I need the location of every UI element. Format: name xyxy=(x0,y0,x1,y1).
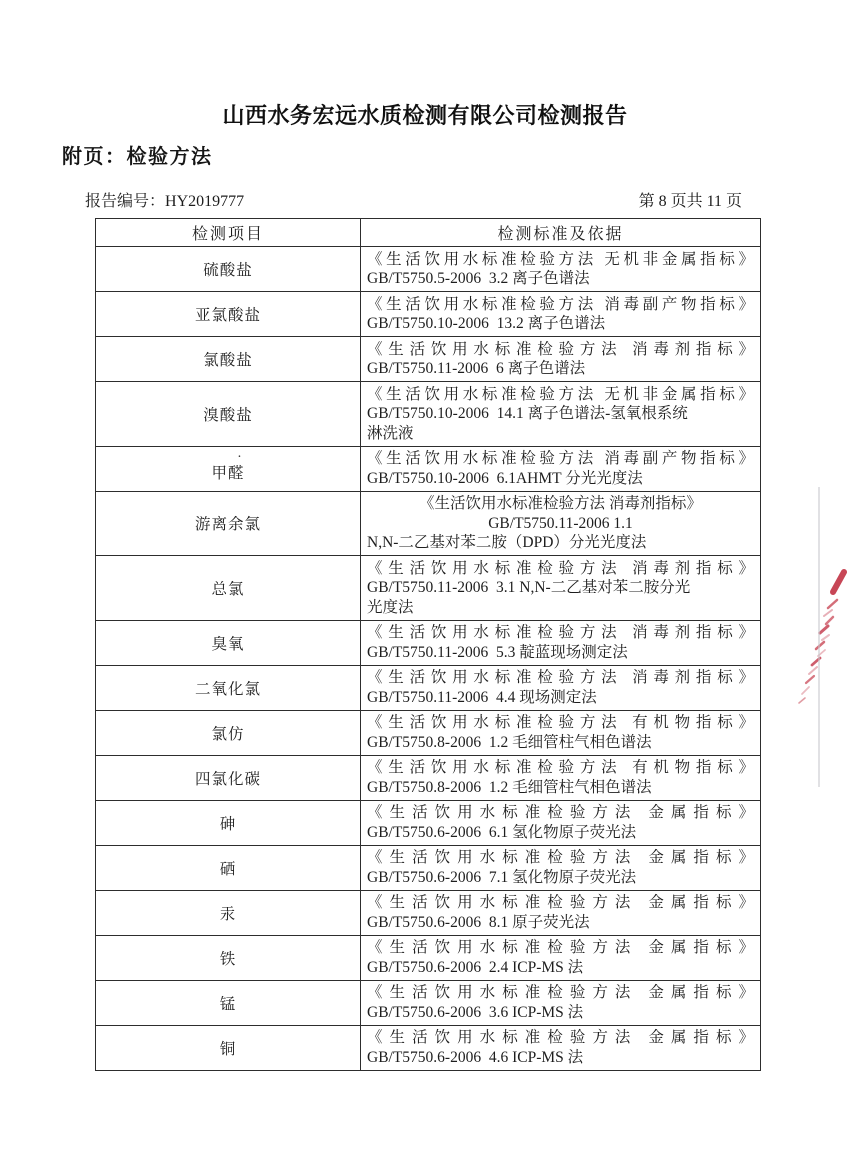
item-cell xyxy=(96,247,361,292)
method-line: GB/T5750.6-2006 8.1 原子荧光法 xyxy=(367,913,590,931)
method-cell xyxy=(361,292,761,337)
item-cell xyxy=(96,935,361,980)
method-line: GB/T5750.8-2006 1.2 毛细管柱气相色谱法 xyxy=(367,733,652,751)
table-row xyxy=(96,935,761,980)
method-cell xyxy=(361,890,761,935)
column-header-item: 检测项目 xyxy=(96,219,361,247)
method-line: 《生活饮用水标准检验方法 有机物指标》 xyxy=(367,714,754,731)
item-label: 四氯化碳 xyxy=(194,770,261,788)
item-label: 总氯 xyxy=(211,580,245,598)
method-cell xyxy=(361,755,761,800)
page-title: 山西水务宏远水质检测有限公司检测报告 xyxy=(222,103,628,128)
method-cell xyxy=(361,665,761,710)
table-row xyxy=(96,845,761,890)
method-cell xyxy=(361,556,761,621)
method-line: N,N-二乙基对苯二胺（DPD）分光光度法 xyxy=(367,534,647,551)
report-number-label: 报告编号： xyxy=(85,193,166,210)
method-line: GB/T5750.6-2006 4.6 ICP-MS 法 xyxy=(367,1048,584,1066)
item-cell xyxy=(96,845,361,890)
method-line: GB/T5750.5-2006 3.2 离子色谱法 xyxy=(367,270,590,287)
method-line: 《生活饮用水标准检验方法 消毒剂指标》 xyxy=(367,624,754,641)
item-label: 硫酸盐 xyxy=(203,262,253,279)
method-line: 《生活饮用水标准检验方法 有机物指标》 xyxy=(367,759,754,776)
method-line: GB/T5750.11-2006 5.3 靛蓝现场测定法 xyxy=(367,643,628,661)
table-row xyxy=(96,620,761,665)
item-label: 臭氧 xyxy=(211,635,245,653)
method-line: 《生活饮用水标准检验方法 消毒副产物指标》 xyxy=(367,450,754,467)
method-line: GB/T5750.11-2006 6 离子色谱法 xyxy=(367,360,586,377)
method-line: GB/T5750.6-2006 6.1 氢化物原子荧光法 xyxy=(367,823,637,841)
method-line: GB/T5750.11-2006 3.1 N,N-二乙基对苯二胺分光 xyxy=(367,579,691,596)
method-line: GB/T5750.11-2006 1.1 xyxy=(488,514,633,532)
item-cell xyxy=(96,556,361,621)
method-cell xyxy=(361,446,761,491)
item-label: 氯酸盐 xyxy=(203,352,253,369)
stray-dot-mark: · xyxy=(237,450,243,465)
column-header-standard: 检测标准及依据 xyxy=(361,219,761,247)
item-label: 二氧化氯 xyxy=(194,680,261,698)
item-label: 溴酸盐 xyxy=(203,406,253,424)
method-cell xyxy=(361,845,761,890)
table-row xyxy=(96,665,761,710)
method-cell xyxy=(361,247,761,292)
item-label: 锰 xyxy=(219,995,237,1013)
method-line: 《生活饮用水标准检验方法 消毒剂指标》 xyxy=(419,495,702,512)
item-cell xyxy=(96,620,361,665)
method-line: 《生活饮用水标准检验方法 无机非金属指标》 xyxy=(367,385,754,403)
item-cell xyxy=(96,292,361,337)
table-row xyxy=(96,382,761,447)
item-cell xyxy=(96,890,361,935)
method-line: 《生活饮用水标准检验方法 金属指标》 xyxy=(367,849,754,866)
table-row xyxy=(96,980,761,1025)
table-row xyxy=(96,491,761,556)
table-row xyxy=(96,446,761,491)
item-cell xyxy=(96,710,361,755)
table-row xyxy=(96,755,761,800)
method-line: 《生活饮用水标准检验方法 金属指标》 xyxy=(367,939,754,956)
report-number xyxy=(85,188,244,211)
item-cell xyxy=(96,800,361,845)
method-line: 《生活饮用水标准检验方法 无机非金属指标》 xyxy=(367,250,754,268)
item-cell xyxy=(96,755,361,800)
item-cell xyxy=(96,446,361,491)
method-line: 《生活饮用水标准检验方法 消毒剂指标》 xyxy=(367,340,754,358)
method-cell xyxy=(361,935,761,980)
method-cell xyxy=(361,710,761,755)
item-label: 铜 xyxy=(219,1040,237,1058)
item-label: 砷 xyxy=(219,815,237,833)
method-line: GB/T5750.6-2006 2.4 ICP-MS 法 xyxy=(367,958,584,976)
method-line: GB/T5750.8-2006 1.2 毛细管柱气相色谱法 xyxy=(367,778,652,796)
item-label: 甲醛 xyxy=(211,465,245,482)
method-cell xyxy=(361,980,761,1025)
table-row xyxy=(96,292,761,337)
method-cell xyxy=(361,337,761,382)
method-line: 《生活饮用水标准检验方法 消毒副产物指标》 xyxy=(367,295,754,313)
method-cell xyxy=(361,382,761,447)
methods-table xyxy=(95,218,761,1071)
method-line: GB/T5750.10-2006 6.1AHMT 分光光度法 xyxy=(367,469,643,487)
table-header-row xyxy=(96,219,761,247)
method-line: 《生活饮用水标准检验方法 消毒剂指标》 xyxy=(367,669,754,686)
methods-table-wrap xyxy=(95,218,760,1071)
method-line: 《生活饮用水标准检验方法 金属指标》 xyxy=(367,984,754,1001)
table-row xyxy=(96,800,761,845)
item-cell xyxy=(96,980,361,1025)
red-seal-edge-icon xyxy=(795,556,850,716)
method-line: 《生活饮用水标准检验方法 金属指标》 xyxy=(367,894,754,911)
item-label: 氯仿 xyxy=(211,725,245,743)
item-label: 亚氯酸盐 xyxy=(194,307,261,324)
table-row xyxy=(96,337,761,382)
method-line: GB/T5750.10-2006 14.1 离子色谱法-氢氧根系统 xyxy=(367,405,688,422)
table-row xyxy=(96,556,761,621)
method-cell xyxy=(361,800,761,845)
method-cell xyxy=(361,620,761,665)
table-row xyxy=(96,890,761,935)
item-cell xyxy=(96,337,361,382)
item-cell xyxy=(96,382,361,447)
method-cell xyxy=(361,491,761,556)
meta-row xyxy=(85,188,742,211)
table-row xyxy=(96,247,761,292)
methods-table-body xyxy=(96,247,761,1071)
item-label: 游离余氯 xyxy=(194,516,261,534)
scan-crease-line xyxy=(818,487,820,787)
item-label: 硒 xyxy=(219,860,237,878)
method-cell xyxy=(361,1025,761,1070)
page-indicator: 第 8 页共 11 页 xyxy=(638,193,742,210)
report-number-value: HY2019777 xyxy=(165,193,245,210)
method-line: GB/T5750.6-2006 3.6 ICP-MS 法 xyxy=(367,1003,584,1021)
item-label: 铁 xyxy=(219,950,237,968)
item-cell xyxy=(96,491,361,556)
method-line: 《生活饮用水标准检验方法 金属指标》 xyxy=(367,804,754,821)
method-line: 《生活饮用水标准检验方法 金属指标》 xyxy=(367,1029,754,1046)
item-label: 汞 xyxy=(219,905,237,923)
method-line: 淋洗液 xyxy=(367,424,414,442)
method-line: GB/T5750.11-2006 4.4 现场测定法 xyxy=(367,688,597,706)
item-cell xyxy=(96,1025,361,1070)
item-cell xyxy=(96,665,361,710)
table-row xyxy=(96,1025,761,1070)
table-row xyxy=(96,710,761,755)
method-line: GB/T5750.10-2006 13.2 离子色谱法 xyxy=(367,315,606,332)
method-line: 光度法 xyxy=(367,598,414,616)
appendix-subtitle: 附页：检验方法 xyxy=(62,146,213,168)
method-line: 《生活饮用水标准检验方法 消毒剂指标》 xyxy=(367,559,754,577)
method-line: GB/T5750.6-2006 7.1 氢化物原子荧光法 xyxy=(367,868,637,886)
